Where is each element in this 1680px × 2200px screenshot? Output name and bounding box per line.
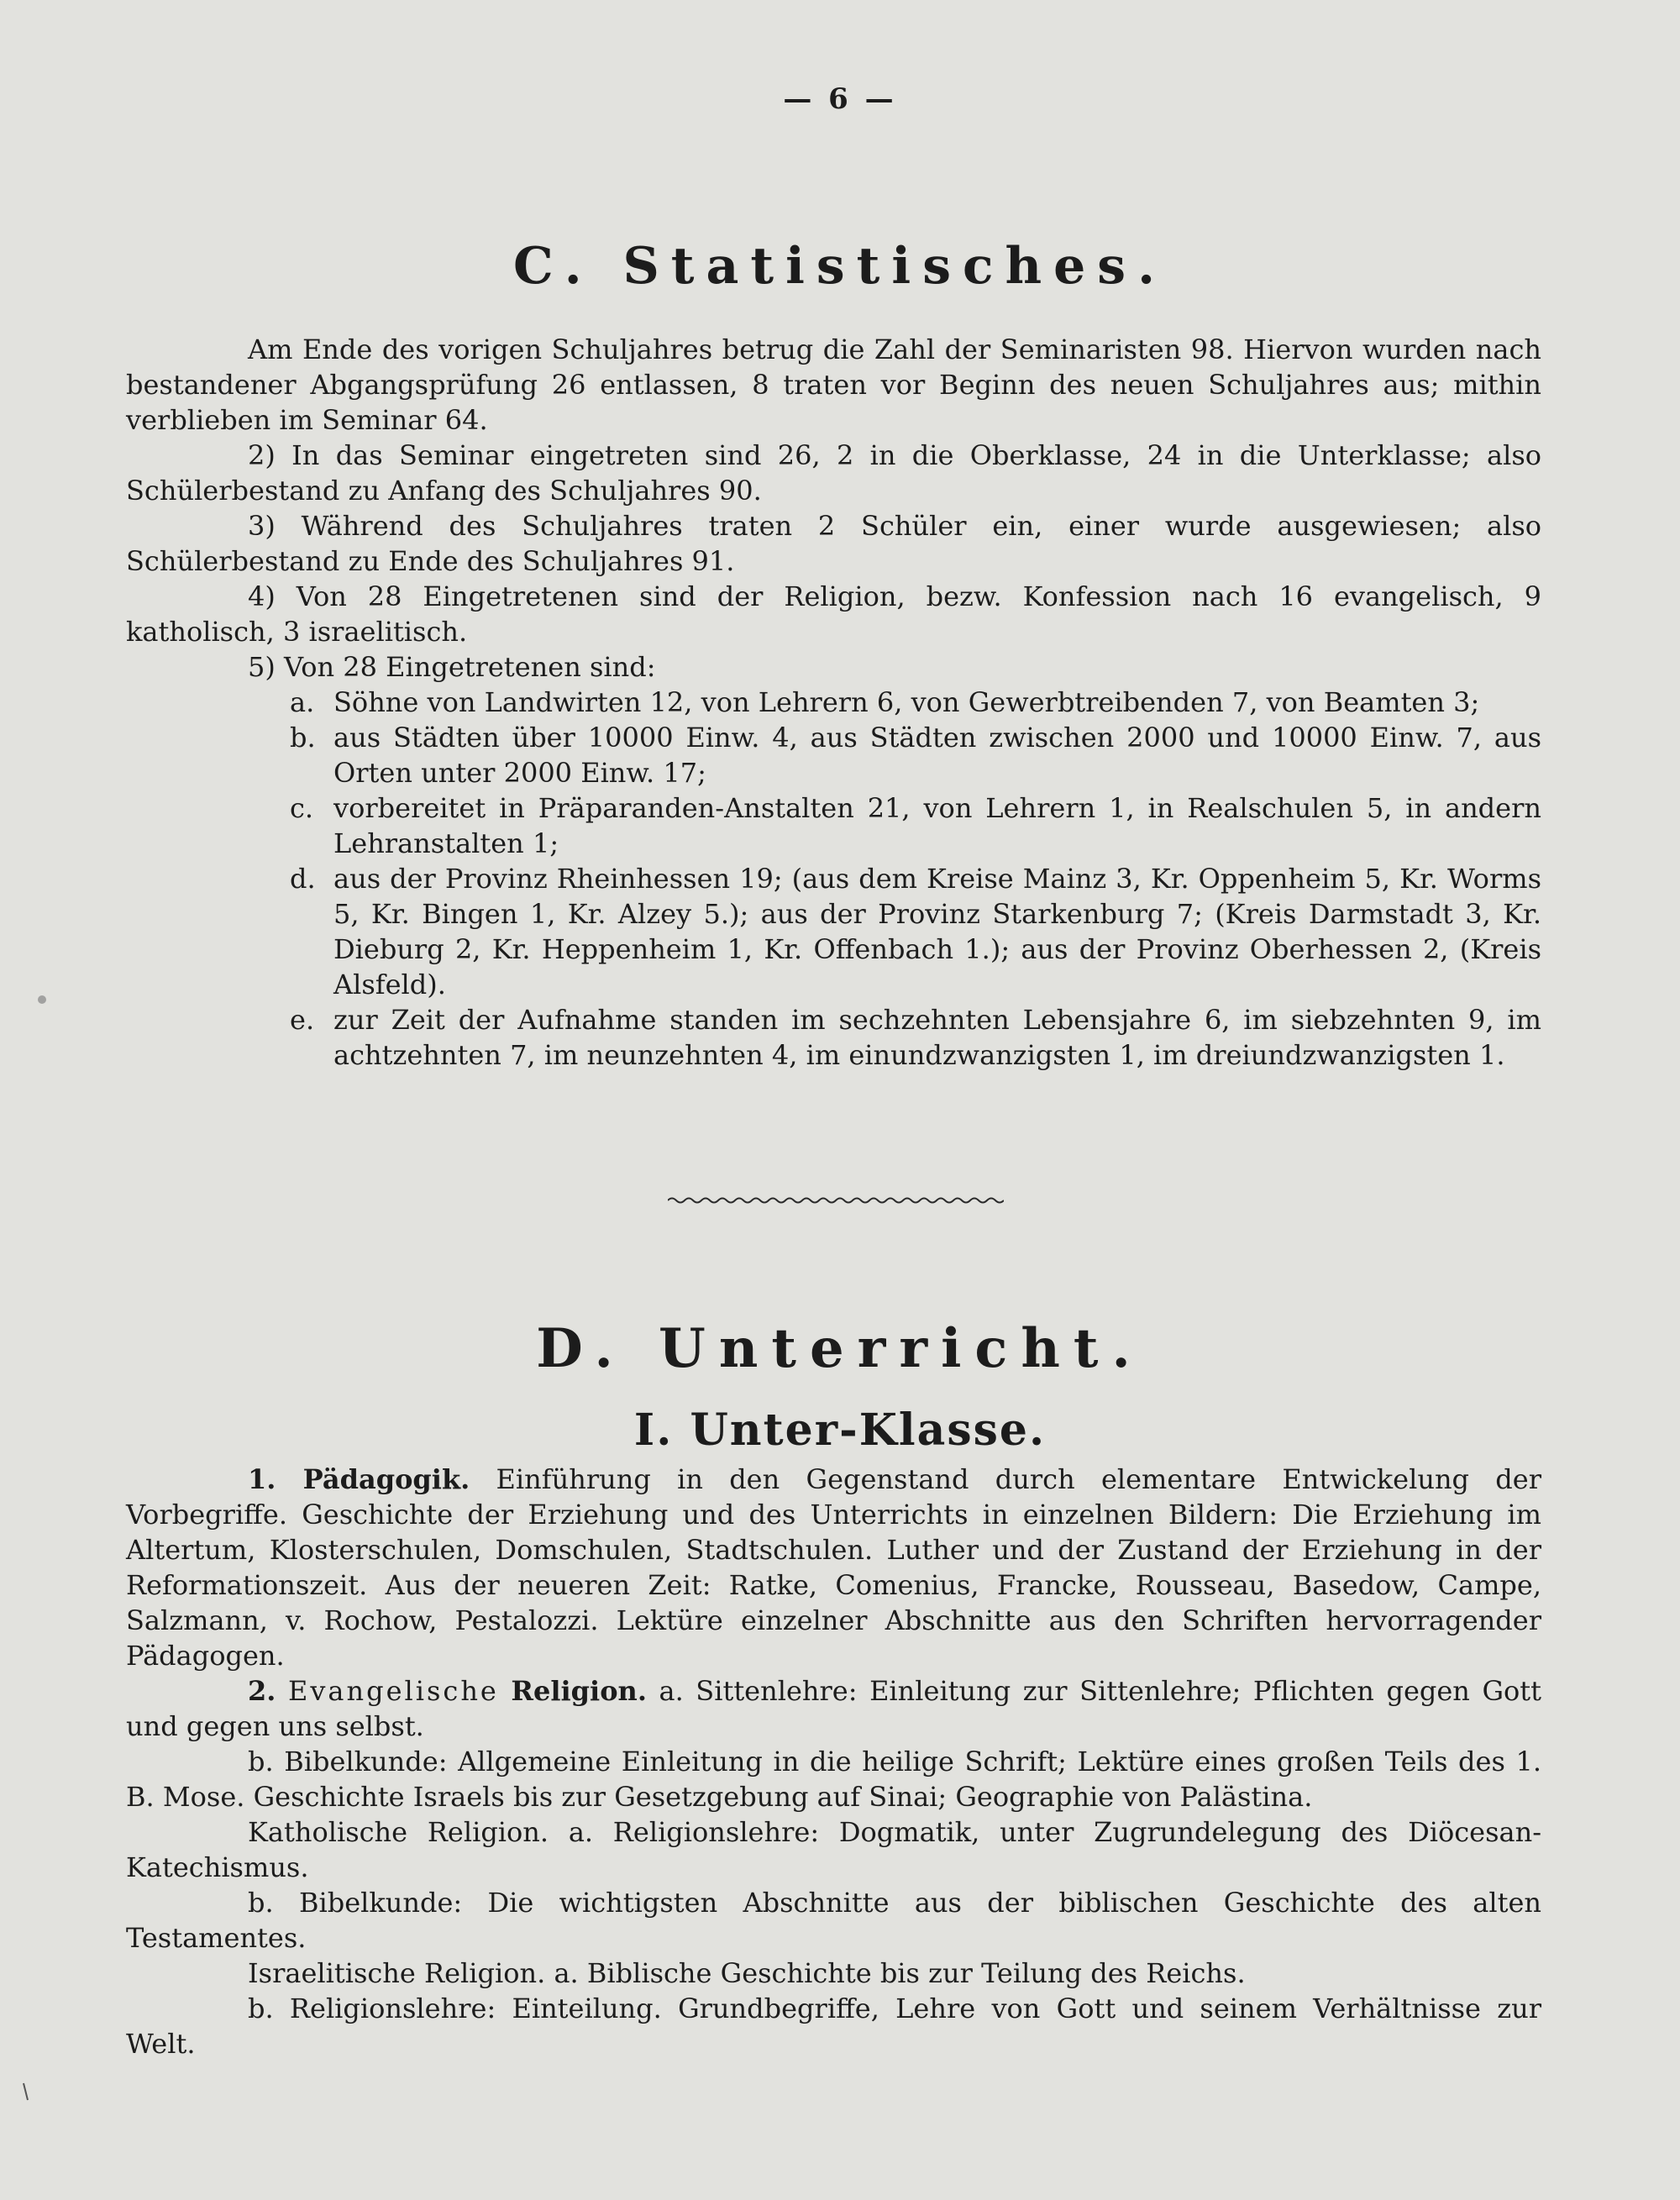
- statistics-paragraph: Am Ende des vorigen Schuljahres betrug die Zahl der Seminaristen 98. Hiervon wurden nach bestandener Abgangsprüfung 26 entlassen, 8 traten vor Beginn des neuen Schuljahres aus; mithin verblieben im Seminar 64.: [126, 333, 1541, 436]
- list-item-text: Söhne von Landwirten 12, von Lehrern 6, von Gewerbtreibenden 7, von Beamten 3;: [333, 686, 1480, 718]
- list-item-text: vorbereitet in Präparanden-Anstalten 21, von Lehrern 1, in Realschulen 5, in andern Lehranstalten 1;: [333, 792, 1541, 859]
- paragraph-bold-word: Religion.: [511, 1675, 647, 1707]
- statistics-paragraph: 5) Von 28 Eingetretenen sind:: [248, 651, 656, 683]
- list-item-letter: b.: [290, 722, 316, 753]
- paragraph-lead: Evangelische: [287, 1675, 499, 1707]
- katholische-religion-paragraph: Katholische Religion. a. Religionslehre: Dogmatik, unter Zugrundelegung des Diöcesan-Katechismus.: [126, 1816, 1541, 1883]
- paragraph-text: Einführung in den Gegenstand durch elementare Entwickelung der Vorbegriffe. Geschichte der Erziehung und des Unterrichts in einzelnen Bildern: Die Erziehung im Altertum, Klosterschulen, Domschulen, Stadtschulen. Luther und der Zustand der Erziehung in der Reformationszeit. Aus der neueren Zeit: Ratke, Comenius, Francke, Rousseau, Basedow, Campe, Salzmann, v. Rochow, Pestalozzi. Lektüre einzelner Abschnitte aus den Schriften hervorragender Pädagogen.: [126, 1463, 1542, 1672]
- israelitische-religion-paragraph: Israelitische Religion. a. Biblische Geschichte bis zur Teilung des Reichs.: [248, 1957, 1246, 1989]
- religionslehre-paragraph: b. Religionslehre: Einteilung. Grundbegriffe, Lehre von Gott und seinem Verhältnisse zur Welt.: [126, 1993, 1541, 2060]
- list-item-text: aus Städten über 10000 Einw. 4, aus Städten zwischen 2000 und 10000 Einw. 7, aus Orten unter 2000 Einw. 17;: [333, 722, 1541, 789]
- paragraph-text: a. Sittenlehre: Einleitung zur Sittenlehre; Pflichten gegen Gott und gegen uns selbst.: [126, 1675, 1541, 1742]
- section-title-statistisches: C. Statistisches.: [513, 237, 1167, 296]
- paragraph-number: 1. Pädagogik.: [248, 1463, 470, 1495]
- list-item-letter: e.: [290, 1004, 315, 1036]
- list-item-text: zur Zeit der Aufnahme standen im sechzehnten Lebensjahre 6, im siebzehnten 9, im achtzehnten 7, im neunzehnten 4, im einundzwanzigsten 1, im dreiundzwanzigsten 1.: [333, 1004, 1541, 1071]
- bibelkunde-paragraph: b. Bibelkunde: Die wichtigsten Abschnitte aus der biblischen Geschichte des alten Testamentes.: [126, 1887, 1541, 1954]
- list-item-text: aus der Provinz Rheinhessen 19; (aus dem Kreise Mainz 3, Kr. Oppenheim 5, Kr. Worms 5, Kr. Bingen 1, Kr. Alzey 5.); aus der Provinz Starkenburg 7; (Kreis Darmstadt 3, Kr. Dieburg 2, Kr. Heppenheim 1, Kr. Offenbach 1.); aus der Provinz Oberhessen 2, (Kreis Alsfeld).: [333, 863, 1541, 1000]
- section-title-unterricht: D. Unterricht.: [536, 1317, 1144, 1380]
- page-number: — 6 —: [783, 82, 897, 116]
- statistics-paragraph: 2) In das Seminar eingetreten sind 26, 2 in die Oberklasse, 24 in die Unterklasse; also Schülerbestand zu Anfang des Schuljahres 90.: [126, 439, 1541, 507]
- list-item-letter: c.: [290, 792, 314, 824]
- list-item-letter: d.: [290, 863, 316, 895]
- bibelkunde-paragraph: b. Bibelkunde: Allgemeine Einleitung in die heilige Schrift; Lektüre eines großen Teils des 1. B. Mose. Geschichte Israels bis zur Gesetzgebung auf Sinai; Geographie von Palästina.: [126, 1746, 1541, 1813]
- subsection-title-unter-klasse: I. Unter-Klasse.: [633, 1405, 1047, 1456]
- list-item-letter: a.: [290, 686, 315, 718]
- statistics-paragraph: 3) Während des Schuljahres traten 2 Schüler ein, einer wurde ausgewiesen; also Schülerbestand zu Ende des Schuljahres 91.: [126, 510, 1541, 577]
- paragraph-number: 2.: [248, 1675, 276, 1707]
- statistics-paragraph: 4) Von 28 Eingetretenen sind der Religion, bezw. Konfession nach 16 evangelisch, 9 katholisch, 3 israelitisch.: [126, 580, 1541, 648]
